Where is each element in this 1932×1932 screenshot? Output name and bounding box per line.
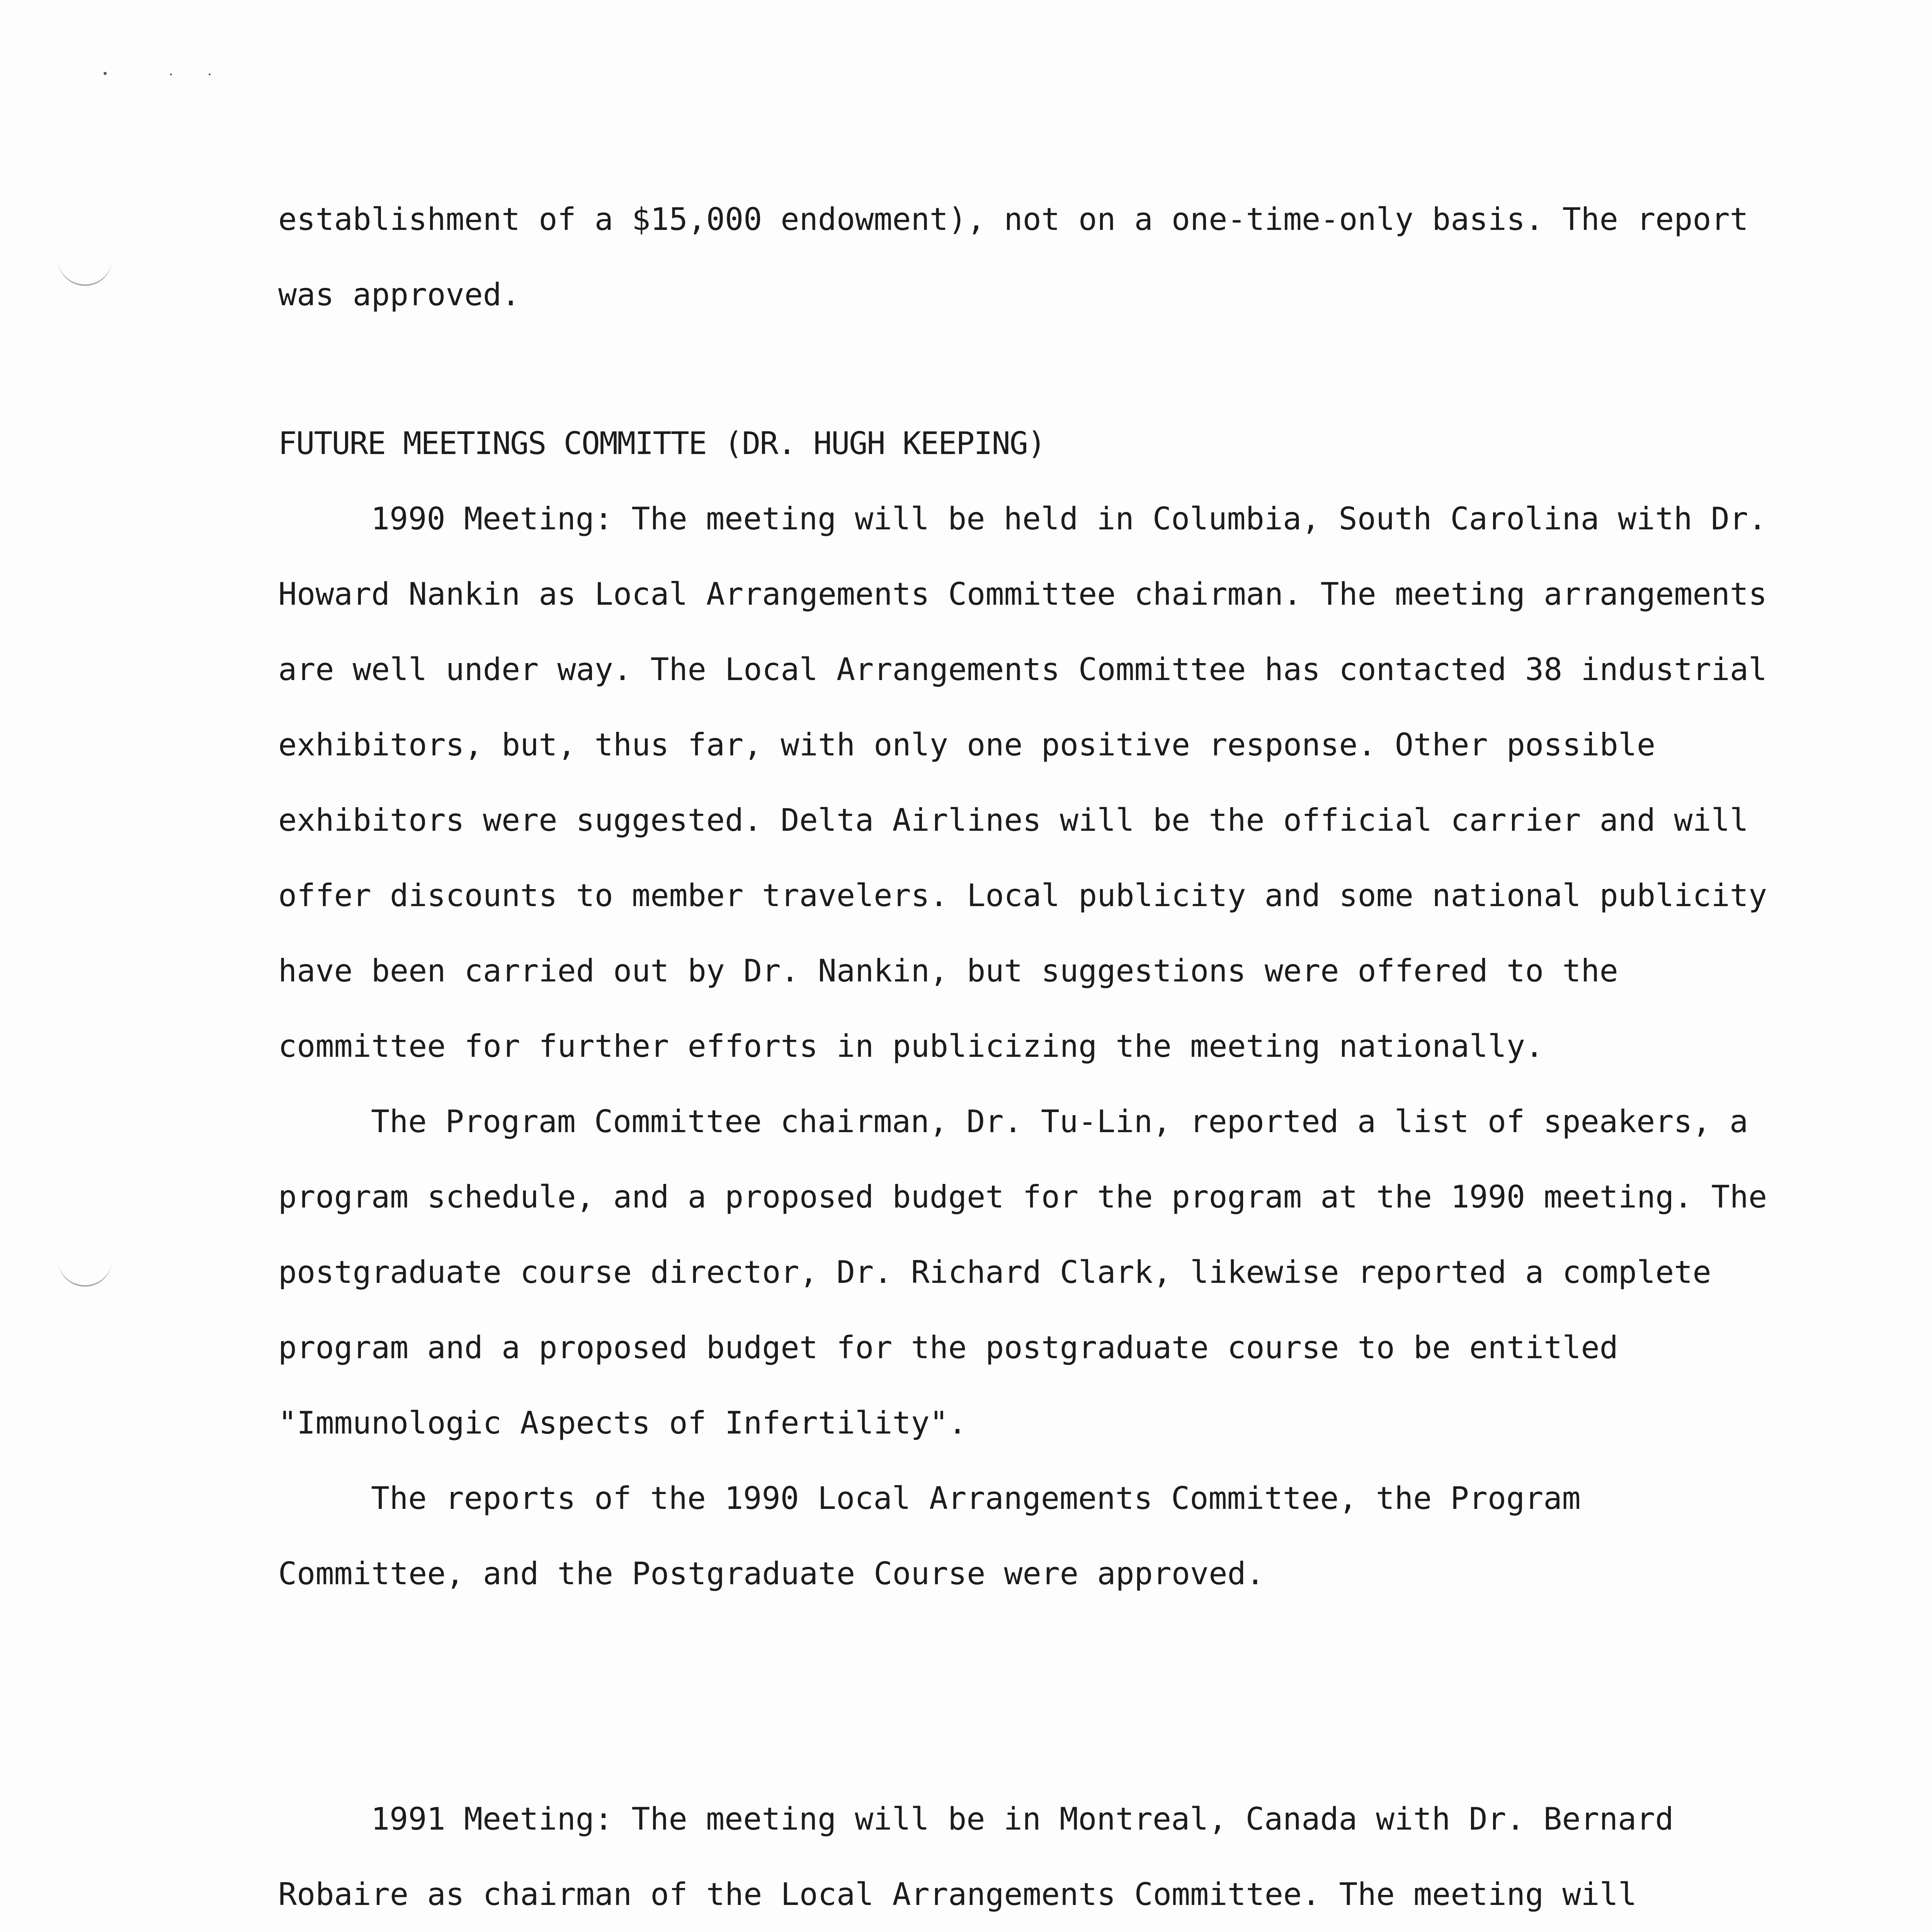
opening-paragraph: establishment of a $15,000 endowment), not on a one-time-only basis. The report was approved. bbox=[278, 201, 1748, 313]
opening-section bbox=[278, 182, 1785, 332]
meeting-1990-approval-paragraph: The reports of the 1990 Local Arrangements Committee, the Program Committee, and the Postgraduate Course were approved. bbox=[278, 1480, 1581, 1592]
meeting-1991-paragraph: 1991 Meeting: The meeting will be in Montreal, Canada with Dr. Bernard Robaire as chairman of the Local Arrangements Committee. The meeting will bbox=[278, 1801, 1674, 1912]
scan-speck bbox=[209, 73, 211, 75]
meeting-1990-arrangements-paragraph: 1990 Meeting: The meeting will be held in Columbia, South Carolina with Dr. Howard Nankin as Local Arrangements Committee chairman. The meeting arrangements are well under way. The Local Arrangements Committee has contacted 38 industrial exhibitors, but, thus far, with only one positive response. Other possible exhibitors were suggested. Delta Airlines will be the official carrier and will offer discounts to member travelers. Local publicity and some national publicity have been carried out by Dr. Nankin, but suggestions were offered to the committee for further efforts in publicizing the meeting nationally. bbox=[278, 501, 1767, 1064]
future-meetings-section bbox=[278, 406, 1785, 1611]
binder-hole-mark bbox=[58, 247, 112, 286]
binder-hole-mark bbox=[58, 1248, 112, 1287]
section-heading: FUTURE MEETINGS COMMITTE (DR. HUGH KEEPING) bbox=[278, 425, 1046, 461]
scan-speck bbox=[104, 72, 107, 75]
meeting-1990-program-paragraph: The Program Committee chairman, Dr. Tu-Lin, reported a list of speakers, a program schedule, and a proposed budget for the program at the 1990 meeting. The postgraduate course director, Dr. Richard Clark, likewise reported a complete program and a proposed budget for the postgraduate course to be entitled "Immunologic Aspects of Infertility". bbox=[278, 1104, 1767, 1441]
scan-speck bbox=[170, 73, 172, 75]
meeting-1991-section bbox=[278, 1781, 1785, 1932]
